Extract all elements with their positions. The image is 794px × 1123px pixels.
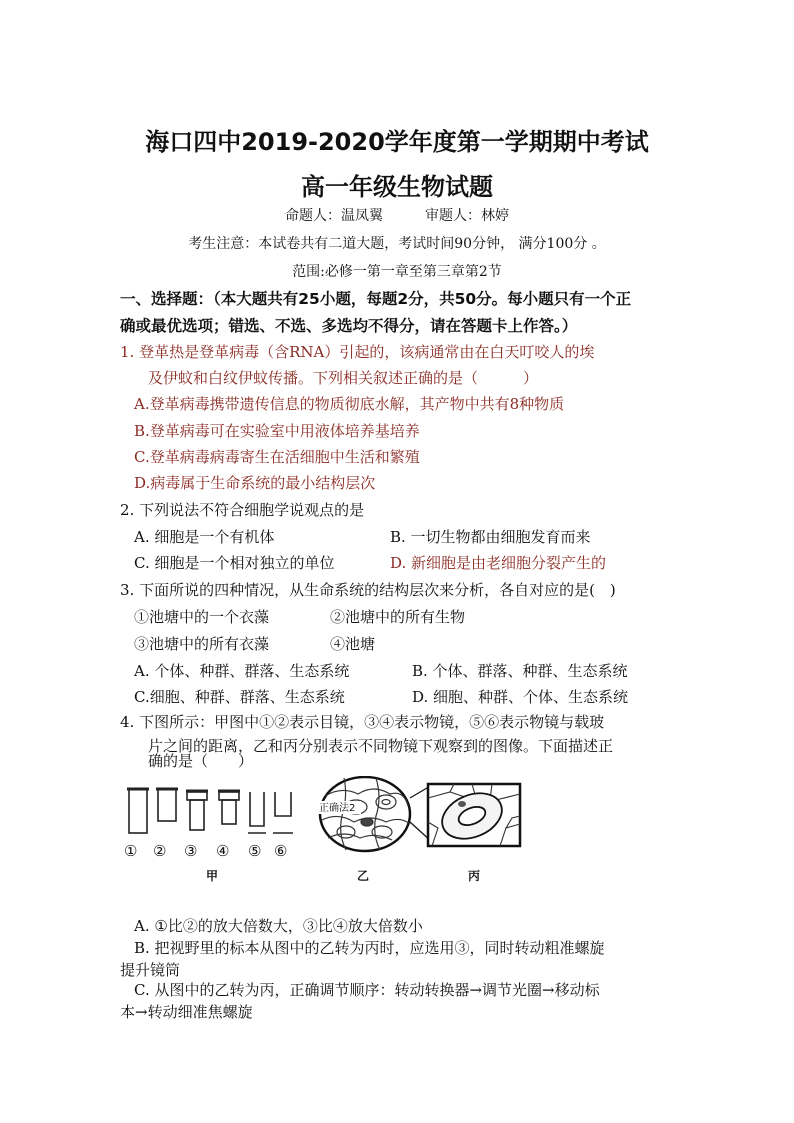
q4-option-b-line1: B. 把视野里的标本从图中的乙转为丙时，应选用③，同时转动粗准螺旋: [134, 939, 605, 957]
q4-stem-line2: 片之间的距离，乙和丙分别表示不同物镜下观察到的图像。下面描述正: [148, 737, 614, 755]
q1-option-c: C.登革病毒病毒寄生在活细胞中生活和繁殖: [134, 448, 420, 466]
q1-option-b: B.登革病毒可在实验室中用液体培养基培养: [134, 422, 420, 440]
figure-number-5: ⑤: [248, 842, 262, 860]
q1-option-a: A.登革病毒携带遗传信息的物质彻底水解，其产物中共有8种物质: [134, 395, 565, 413]
figure-number-1: ①: [124, 842, 138, 860]
figure-label-bing: 丙: [468, 869, 481, 883]
q2-option-d: D. 新细胞是由老细胞分裂产生的: [390, 554, 607, 572]
figure-number-4: ④: [216, 842, 230, 860]
q3-option-d: D. 细胞、种群、个体、生态系统: [412, 688, 629, 706]
objective-3-shape: [186, 791, 208, 830]
q2-option-b: B. 一切生物都由细胞发育而来: [390, 528, 591, 546]
q1-option-d: D.病毒属于生命系统的最小结构层次: [134, 474, 376, 492]
q2-option-a: A. 细胞是一个有机体: [134, 528, 275, 546]
microscope-figure: [120, 776, 540, 886]
distance-5-shape: [248, 792, 266, 833]
figure-number-6: ⑥: [274, 842, 288, 860]
q3-item-3: ③池塘中的所有衣藻: [134, 635, 270, 653]
view-yi-inset-text: 正确法2: [319, 803, 356, 814]
q2-stem: 2. 下列说法不符合细胞学说观点的是: [120, 501, 365, 519]
q3-item-2: ②池塘中的所有生物: [330, 608, 466, 626]
q4-stem-line3: 确的是（ ）: [148, 752, 254, 770]
q3-option-b: B. 个体、群落、种群、生态系统: [412, 662, 628, 680]
authors-line: 命题人：温凤翼 审题人：林婷: [285, 208, 509, 224]
q1-stem-line1: 1. 登革热是登革病毒（含RNA）引起的，该病通常由在白天叮咬人的埃: [120, 343, 595, 361]
q4-stem-line1: 4. 下图所示：甲图中①②表示目镜，③④表示物镜，⑤⑥表示物镜与载玻: [120, 713, 605, 731]
q4-option-c-line1: C. 从图中的乙转为丙，正确调节顺序：转动转换器→调节光圈→移动标: [134, 981, 600, 999]
eyepiece-2-shape: [156, 789, 178, 821]
q4-option-b-line2: 提升镜筒: [120, 961, 181, 979]
exam-subtitle: 高一年级生物试题: [301, 173, 493, 201]
q4-option-a: A. ①比②的放大倍数大，③比④放大倍数小: [134, 917, 423, 935]
figure-label-jia: 甲: [206, 869, 219, 883]
section-heading-line2: 确或最优选项；错选、不选、多选均不得分，请在答题卡上作答。）: [120, 317, 578, 335]
view-yi-low-power: [317, 777, 432, 851]
notice-line: 考生注意：本试卷共有二道大题，考试时间90分钟， 满分100分 。: [188, 236, 606, 252]
q3-item-4: ④池塘: [330, 635, 376, 653]
distance-6-shape: [273, 792, 293, 833]
figure-number-3: ③: [184, 842, 198, 860]
figure-label-yi: 乙: [357, 869, 370, 883]
q3-item-1: ①池塘中的一个衣藻: [134, 608, 270, 626]
q4-option-c-line2: 本→转动细准焦螺旋: [120, 1003, 253, 1021]
q3-option-a: A. 个体、种群、群落、生态系统: [134, 662, 350, 680]
objective-4-shape: [218, 791, 240, 824]
scope-line: 范围:必修一第一章至第三章第2节: [292, 264, 502, 280]
q3-option-c: C.细胞、种群、群落、生态系统: [134, 688, 345, 706]
section-heading-line1: 一、选择题：（本大题共有25小题，每题2分，共50分。每小题只有一个正: [120, 290, 632, 308]
view-bing-high-power: [428, 784, 520, 847]
q2-option-c: C. 细胞是一个相对独立的单位: [134, 554, 335, 572]
q1-stem-line2: 及伊蚊和白纹伊蚊传播。下列相关叙述正确的是（ ）: [148, 369, 539, 387]
eyepiece-1-shape: [127, 789, 149, 833]
q3-stem: 3. 下面所说的四种情况，从生命系统的结构层次来分析，各自对应的是( ): [120, 581, 616, 599]
exam-title: 海口四中2019-2020学年度第一学期期中考试: [145, 128, 649, 156]
figure-number-2: ②: [153, 842, 167, 860]
